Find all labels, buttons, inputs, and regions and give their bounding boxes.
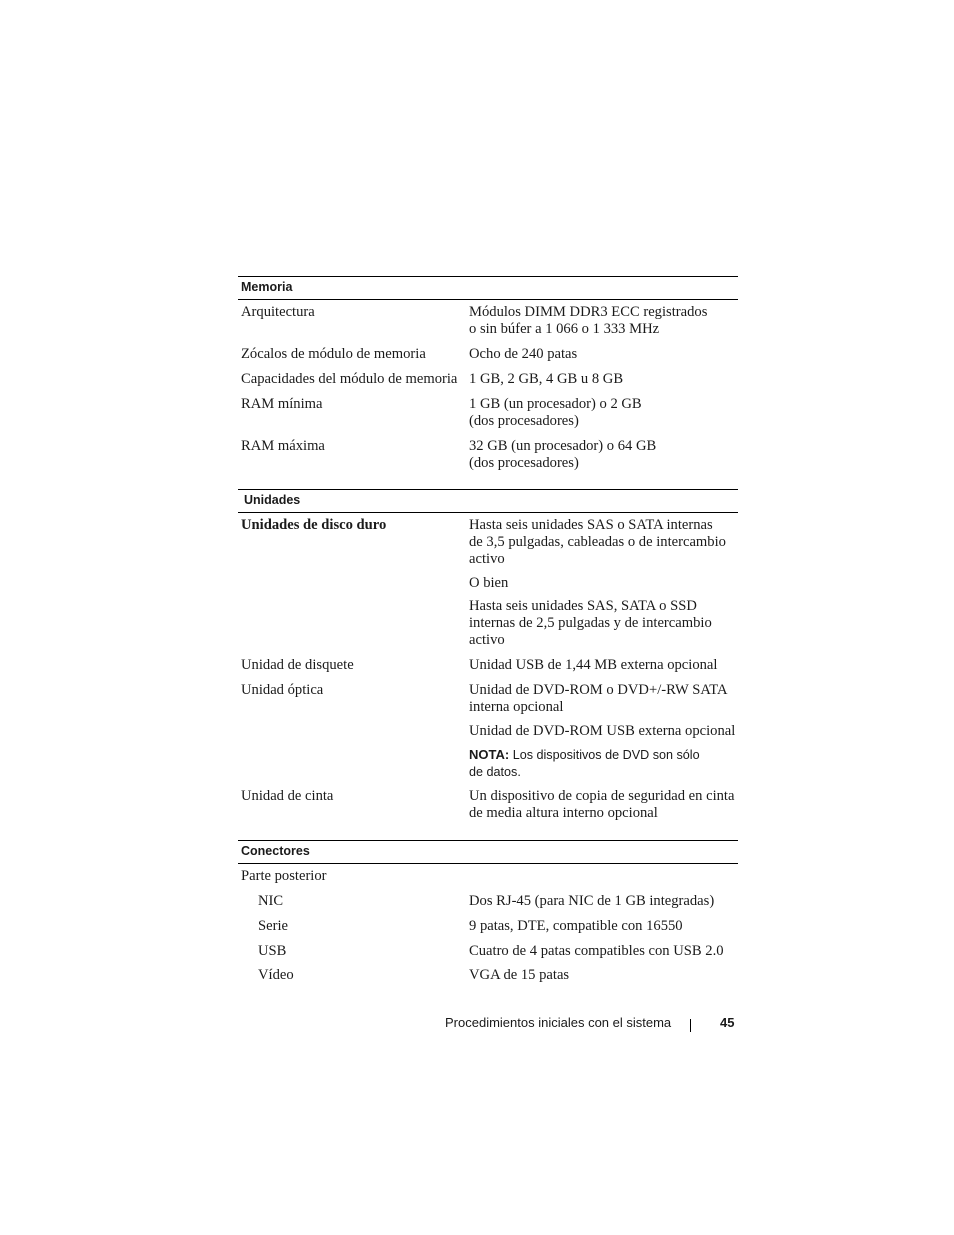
footer-title: Procedimientos iniciales con el sistema [445, 1015, 672, 1030]
spec-label: NIC [258, 893, 284, 909]
spec-label: RAM mínima [241, 396, 323, 412]
section-header-conectores [238, 840, 738, 864]
note: NOTA: Los dispositivos de DVD son sólo de datos. [469, 747, 700, 779]
spec-value: 1 GB (un procesador) o 2 GB (dos procesadores) [469, 396, 642, 429]
note-label: NOTA: [469, 747, 510, 762]
spec-label: Capacidades del módulo de memoria [241, 371, 458, 387]
spec-value: 9 patas, DTE, compatible con 16550 [469, 918, 683, 934]
spec-label: RAM máxima [241, 438, 325, 454]
section-conectores: Conectores Parte posterior NIC Dos RJ-45 (para NIC de 1 GB integradas) Serie 9 patas, DTE, compatible con 16550 USB Cuatro de 4 patas compatibles con USB 2.0 Vídeo VGA de 15 patas [238, 840, 738, 990]
spec-value: Dos RJ-45 (para NIC de 1 GB integradas) [469, 893, 715, 909]
spec-label: Unidades de disco duro [241, 517, 387, 533]
spec-value: Unidad USB de 1,44 MB externa opcional [469, 657, 718, 673]
or-separator: O bien [469, 575, 509, 591]
spec-label: Unidad óptica [241, 682, 324, 698]
spec-label: USB [258, 943, 287, 959]
spec-label: Arquitectura [241, 304, 315, 320]
spec-label: Zócalos de módulo de memoria [241, 346, 426, 362]
spec-label: Serie [258, 918, 288, 934]
spec-value: Hasta seis unidades SAS o SATA internas de 3,5 pulgadas, cableadas o de intercambio activo O bien Hasta seis unidades SAS, SATA o SSD internas de 2,5 pulgadas y de intercambio activo [469, 517, 739, 649]
spec-label: Vídeo [258, 967, 294, 983]
page-number: 45 [720, 1015, 735, 1030]
footer-separator [690, 1019, 691, 1032]
spec-value: Módulos DIMM DDR3 ECC registrados o sin búfer a 1 066 o 1 333 MHz [469, 304, 708, 337]
spec-value: Un dispositivo de copia de seguridad en cinta de media altura interno opcional [469, 788, 735, 821]
spec-value: Unidad de DVD-ROM o DVD+/-RW SATA interna opcional Unidad de DVD-ROM USB externa opcional NOTA: Los dispositivos de DVD son sólo de datos. [469, 682, 739, 781]
spec-value: 32 GB (un procesador) o 64 GB (dos procesadores) [469, 438, 657, 471]
spec-label: Unidad de cinta [241, 788, 334, 804]
section-unidades [238, 489, 738, 829]
spec-value: VGA de 15 patas [469, 967, 570, 983]
section-memoria [238, 276, 738, 476]
spec-value: Cuatro de 4 patas compatibles con USB 2.0 [469, 943, 724, 959]
spec-value: 1 GB, 2 GB, 4 GB u 8 GB [469, 371, 624, 387]
section-title: Conectores [241, 844, 310, 858]
section-header-memoria [238, 276, 738, 300]
section-title: Memoria [241, 280, 293, 294]
section-header-unidades [238, 489, 738, 513]
spec-label: Unidad de disquete [241, 657, 354, 673]
page-footer [0, 1015, 954, 1035]
spec-value: Ocho de 240 patas [469, 346, 578, 362]
section-title: Unidades [244, 493, 301, 507]
